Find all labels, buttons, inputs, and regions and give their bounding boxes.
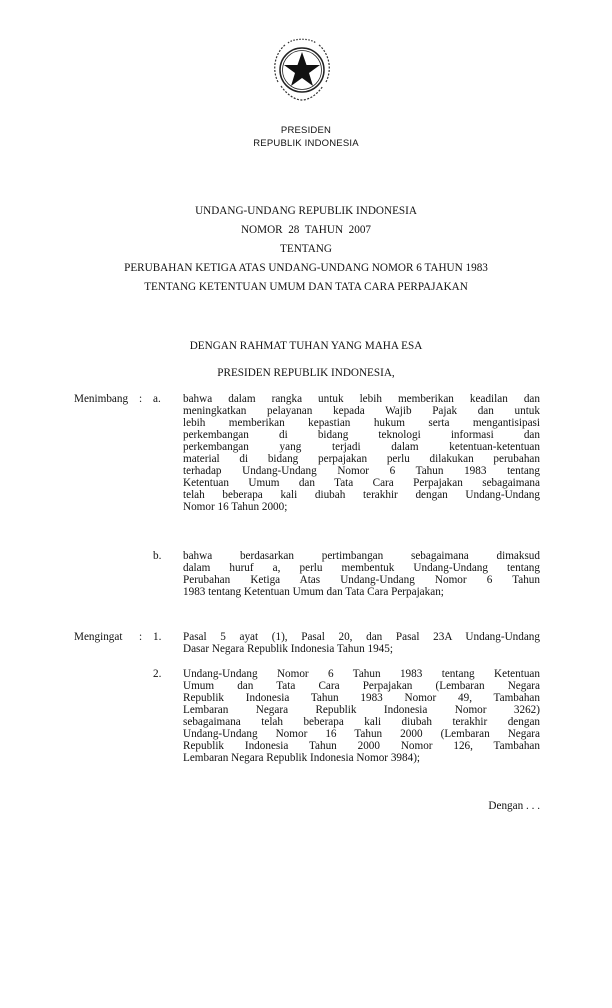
preamble-line-2: PRESIDEN REPUBLIK INDONESIA,: [217, 367, 395, 379]
header-presiden: PRESIDEN: [280, 125, 332, 136]
menimbang-item-number: b.: [153, 550, 162, 562]
mengingat-item-line: Undang-Undang Nomor 6 Tahun 1983 tentang Ketentuan: [183, 668, 540, 680]
title-line-1: UNDANG-UNDANG REPUBLIK INDONESIA: [195, 205, 417, 217]
title-line-4: PERUBAHAN KETIGA ATAS UNDANG-UNDANG NOMOR 6 TAHUN 1983: [124, 262, 488, 274]
mengingat-colon: :: [139, 631, 143, 643]
menimbang-item-line: meningkatkan pelayanan kepada Wajib Pajak dan untuk: [183, 405, 540, 417]
mengingat-item-number: 2.: [153, 668, 162, 680]
mengingat-item-line: Lembaran Negara Republik Indonesia Nomor 3984);: [183, 752, 421, 764]
mengingat-item-line: Republik Indonesia Tahun 2000 Nomor 126, Tambahan: [183, 740, 540, 752]
menimbang-item-line: perkembangan yang terjadi dalam ketentuan-ketentuan: [183, 441, 540, 453]
menimbang-item-line: Perubahan Ketiga Atas Undang-Undang Nomor 6 Tahun: [183, 574, 540, 586]
continuation-text: Dengan . . .: [488, 800, 540, 812]
menimbang-item-line: perkembangan di bidang teknologi informasi dan: [183, 429, 540, 441]
title-line-3: TENTANG: [280, 243, 332, 255]
mengingat-item-line: Undang-Undang Nomor 16 Tahun 2000 (Lembaran Negara: [183, 728, 540, 740]
menimbang-item-line: terhadap Undang-Undang Nomor 6 Tahun 1983 tentang: [183, 465, 540, 477]
mengingat-item-line: Dasar Negara Republik Indonesia Tahun 1945;: [183, 643, 393, 655]
menimbang-item-line: material di bidang perpajakan perlu dilakukan perubahan: [183, 453, 540, 465]
title-line-2: NOMOR 28 TAHUN 2007: [240, 224, 372, 236]
menimbang-item-line: Ketentuan Umum dan Tata Cara Perpajakan sebagaimana: [183, 477, 540, 489]
mengingat-item-line: Umum dan Tata Cara Perpajakan (Lembaran Negara: [183, 680, 540, 692]
preamble-line-1: DENGAN RAHMAT TUHAN YANG MAHA ESA: [189, 340, 423, 352]
garuda-emblem-icon: [266, 34, 338, 106]
menimbang-item-line: Nomor 16 Tahun 2000;: [183, 501, 288, 513]
menimbang-item-line: telah beberapa kali diubah terakhir dengan Undang-Undang: [183, 489, 540, 501]
mengingat-label: Mengingat: [74, 631, 123, 643]
menimbang-item-line: bahwa berdasarkan pertimbangan sebagaimana dimaksud: [183, 550, 540, 562]
menimbang-item-line: lebih memberikan kepastian hukum serta mengantisipasi: [183, 417, 540, 429]
mengingat-item-line: Republik Indonesia Tahun 1983 Nomor 49, Tambahan: [183, 692, 540, 704]
mengingat-item-line: sebagaimana telah beberapa kali diubah terakhir dengan: [183, 716, 540, 728]
header-republik-indonesia: REPUBLIK INDONESIA: [253, 138, 359, 149]
mengingat-item-number: 1.: [153, 631, 162, 643]
menimbang-item-line: 1983 tentang Ketentuan Umum dan Tata Cara Perpajakan;: [183, 586, 444, 598]
mengingat-item-line: Lembaran Negara Republik Indonesia Nomor 3262): [183, 704, 540, 716]
menimbang-colon: :: [139, 393, 143, 405]
title-line-5: TENTANG KETENTUAN UMUM DAN TATA CARA PERPAJAKAN: [144, 281, 468, 293]
menimbang-item-line: dalam huruf a, perlu membentuk Undang-Undang tentang: [183, 562, 540, 574]
mengingat-item-line: Pasal 5 ayat (1), Pasal 20, dan Pasal 23A Undang-Undang: [183, 631, 540, 643]
menimbang-label: Menimbang: [74, 393, 129, 405]
menimbang-item-line: bahwa dalam rangka untuk lebih memberikan keadilan dan: [183, 393, 540, 405]
menimbang-item-number: a.: [153, 393, 161, 405]
